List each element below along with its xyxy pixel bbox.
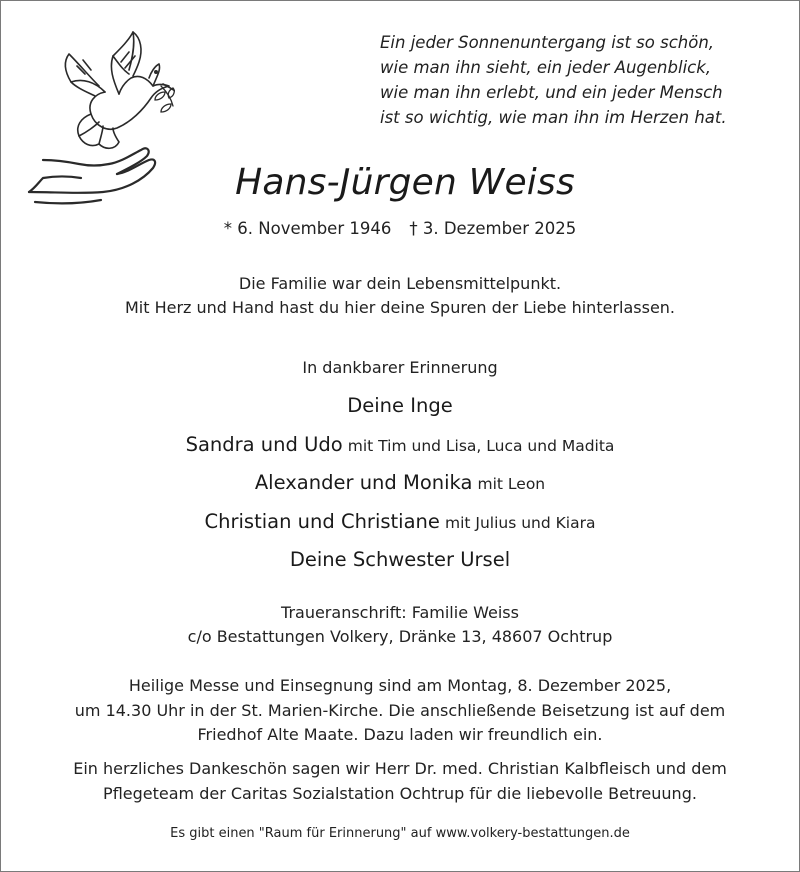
gratitude-note bbox=[0, 757, 800, 806]
service-line: um 14.30 Uhr in der St. Marien-Kirche. Die anschließende Beisetzung ist auf dem bbox=[74, 700, 726, 720]
quote-line: Ein jeder Sonnenuntergang ist so schön, bbox=[380, 33, 715, 52]
gratitude-line: Pflegeteam der Caritas Sozialstation Ochtrup für die liebevolle Betreuung. bbox=[103, 783, 697, 803]
life-dates bbox=[0, 219, 800, 238]
gratitude-line: Ein herzliches Dankeschön sagen wir Herr Dr. med. Christian Kalbfleisch und dem bbox=[73, 759, 727, 778]
mourner-row bbox=[0, 508, 800, 547]
mourner-name: Sandra und Udo bbox=[185, 432, 343, 456]
quote-block bbox=[380, 30, 745, 130]
address-line: c/o Bestattungen Volkery, Dränke 13, 48607 Ochtrup bbox=[187, 627, 613, 646]
mourner-row bbox=[0, 469, 800, 508]
olive-branch bbox=[155, 86, 174, 112]
mourners-list bbox=[0, 392, 800, 585]
service-line: Heilige Messe und Einsegnung sind am Montag, 8. Dezember 2025, bbox=[128, 676, 672, 695]
service-line: Friedhof Alte Maate. Dazu laden wir freundlich ein. bbox=[197, 725, 603, 744]
dove-with-olive-branch-icon bbox=[65, 32, 175, 148]
quote-line: ist so wichtig, wie man ihn im Herzen hat. bbox=[380, 108, 727, 127]
open-hand-icon bbox=[29, 148, 155, 203]
mourners-heading: In dankbarer Erinnerung bbox=[302, 358, 498, 377]
address-line: Traueranschrift: Familie Weiss bbox=[281, 603, 519, 622]
quote-line: wie man ihn sieht, ein jeder Augenblick, bbox=[380, 58, 712, 77]
mourner-children: mit Leon bbox=[477, 475, 546, 493]
mourner-children: mit Tim und Lisa, Luca und Madita bbox=[347, 436, 615, 455]
death-date: † 3. Dezember 2025 bbox=[409, 219, 577, 238]
motto-line: Mit Herz und Hand hast du hier deine Spuren der Liebe hinterlassen. bbox=[124, 298, 676, 317]
motto bbox=[0, 272, 800, 320]
mourner-name: Christian und Christiane bbox=[204, 509, 440, 533]
mourner-name: Deine Schwester Ursel bbox=[289, 548, 511, 571]
mourner-children: mit Julius und Kiara bbox=[444, 513, 596, 532]
motto-line: Die Familie war dein Lebensmittelpunkt. bbox=[238, 274, 562, 293]
birth-date: * 6. November 1946 bbox=[223, 219, 392, 238]
mourner-name: Alexander und Monika bbox=[254, 471, 473, 494]
mourning-address bbox=[0, 601, 800, 649]
quote-line: wie man ihn erlebt, und ein jeder Mensch bbox=[380, 83, 723, 102]
dove-hand-illustration bbox=[25, 22, 175, 212]
mourner-row bbox=[0, 431, 800, 470]
deceased-name: Hans-Jürgen Weiss bbox=[235, 162, 575, 203]
mourner-row bbox=[0, 546, 800, 585]
funeral-service-info bbox=[0, 674, 800, 748]
mourner-row bbox=[0, 392, 800, 431]
footer-note: Es gibt einen "Raum für Erinnerung" auf www.volkery-bestattungen.de bbox=[170, 826, 630, 841]
mourner-name: Deine Inge bbox=[347, 394, 453, 417]
